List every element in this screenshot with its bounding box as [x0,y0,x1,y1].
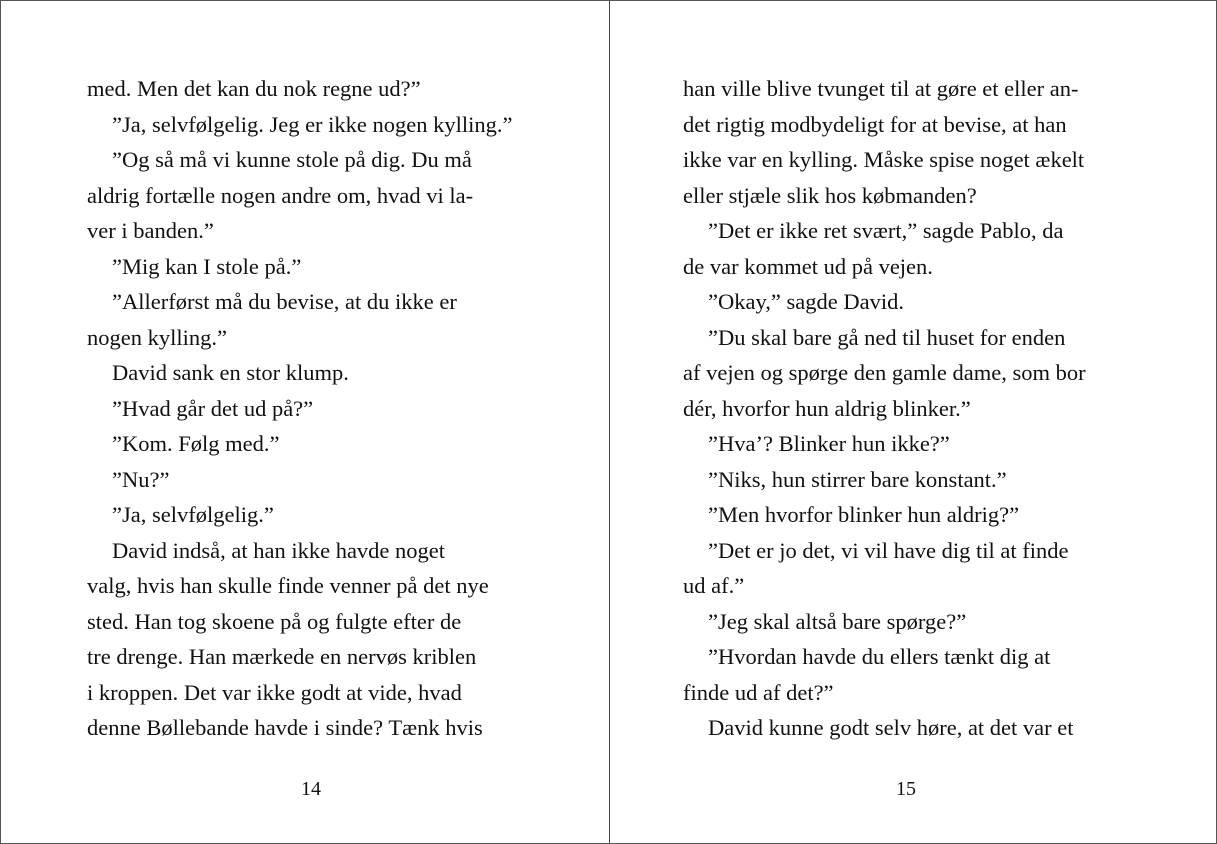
text-line: valg, hvis han skulle finde venner på det nye [87,573,489,598]
text-line: ”Allerførst må du bevise, at du ikke er [112,289,457,314]
text-line: ”Ja, selvfølgelig.” [112,502,274,527]
left-page-text [87,71,547,746]
text-line: han ville blive tvunget til at gøre et eller an- [683,76,1079,101]
text-line: ”Hvad går det ud på?” [112,395,314,421]
text-line: ”Kom. Følg med.” [112,431,280,456]
text-line: ver i banden.” [87,218,214,243]
text-line: eller stjæle slik hos købmanden? [683,182,977,208]
text-line: med. Men det kan du nok regne ud?” [87,76,421,101]
text-line: ”Nu?” [112,466,170,492]
text-line: de var kommet ud på vejen. [683,253,933,279]
text-line: sted. Han tog skoene på og fulgte efter de [87,608,462,634]
text-line: ud af.” [683,573,745,598]
text-line: ”Ja, selvfølgelig. Jeg er ikke nogen kylling.” [112,111,513,137]
text-line: ”Niks, hun stirrer bare konstant.” [708,466,1007,492]
text-line: ”Mig kan I stole på.” [112,253,302,279]
text-line: ”Hvordan havde du ellers tænkt dig at [708,644,1051,669]
text-line: ”Jeg skal altså bare spørge?” [708,608,967,634]
left-page [1,1,610,843]
text-line: tre drenge. Han mærkede en nervøs kriblen [87,644,477,669]
right-page-text [683,71,1153,746]
text-line: af vejen og spørge den gamle dame, som bor [683,360,1086,385]
text-line: finde ud af det?” [683,679,834,705]
text-line: denne Bøllebande havde i sinde? Tænk hvis [87,715,483,740]
text-line: ”Du skal bare gå ned til huset for enden [708,324,1066,350]
text-line: David kunne godt selv høre, at det var et [708,715,1074,740]
text-line: aldrig fortælle nogen andre om, hvad vi la- [87,182,474,208]
text-line: ”Men hvorfor blinker hun aldrig?” [708,502,1020,527]
right-page [610,1,1216,843]
text-line: nogen kylling.” [87,324,227,350]
text-line: det rigtig modbydeligt for at bevise, at han [683,111,1067,137]
text-line: dér, hvorfor hun aldrig blinker.” [683,395,971,421]
text-line: ”Og så må vi kunne stole på dig. Du må [112,147,472,172]
text-line: David sank en stor klump. [112,360,349,385]
text-line: ”Det er jo det, vi vil have dig til at finde [708,537,1069,563]
text-line: David indså, at han ikke havde noget [112,537,446,563]
page-number: 14 [301,778,321,800]
text-line: ”Hva’? Blinker hun ikke?” [708,431,950,456]
page-number: 15 [896,778,916,800]
text-line: ”Okay,” sagde David. [708,289,904,314]
text-line: i kroppen. Det var ikke godt at vide, hvad [87,679,462,705]
text-line: ”Det er ikke ret svært,” sagde Pablo, da [708,218,1064,243]
text-line: ikke var en kylling. Måske spise noget ækelt [683,147,1085,172]
